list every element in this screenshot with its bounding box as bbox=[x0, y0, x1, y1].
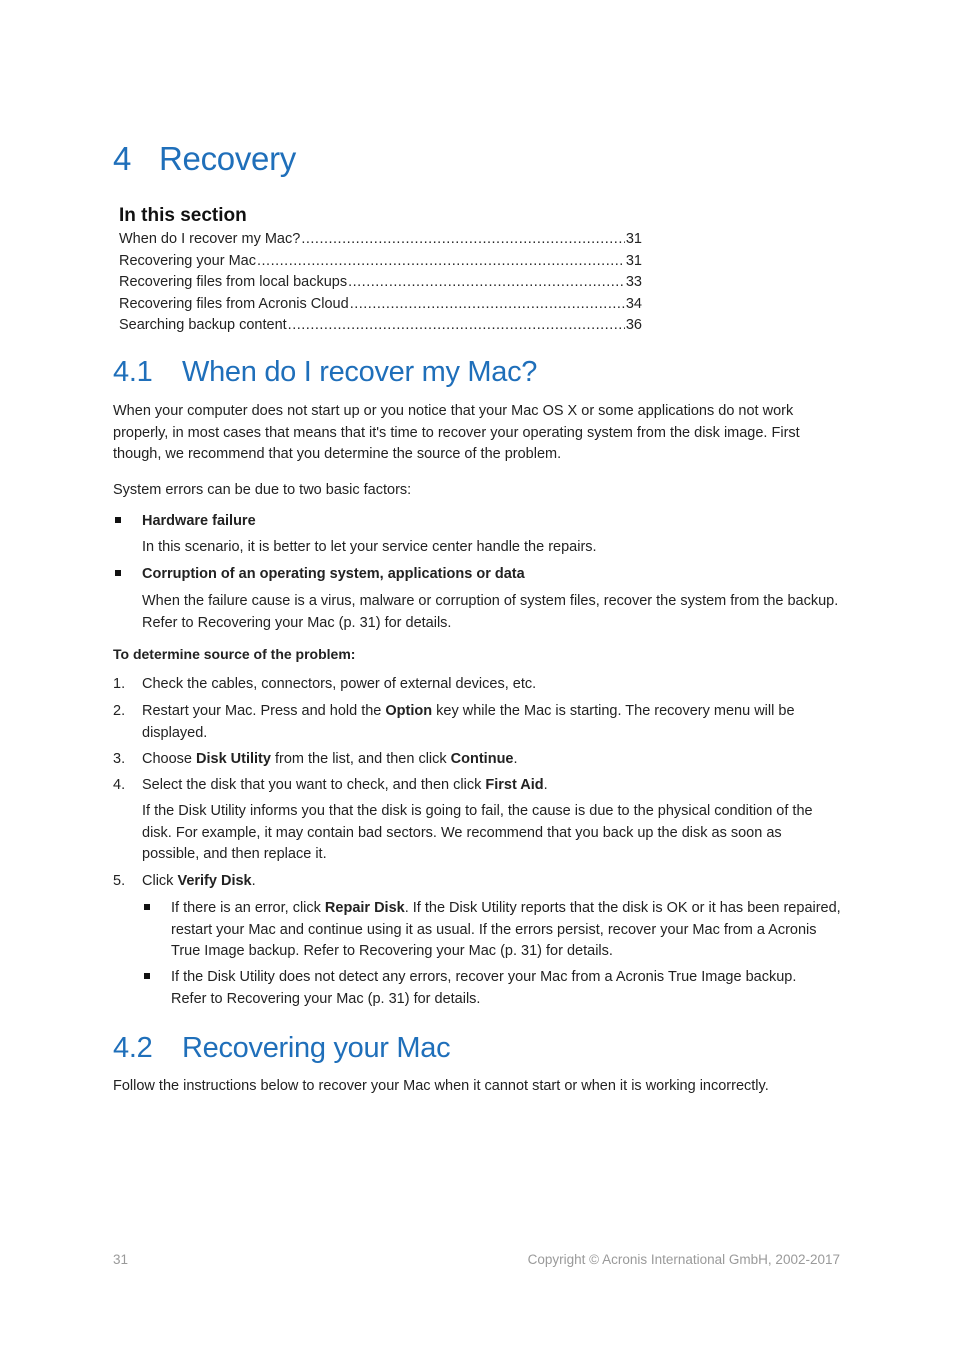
factor1-text: In this scenario, it is better to let your service center handle the repairs. bbox=[142, 539, 597, 555]
toc-item[interactable]: Recovering your Mac ..... 31 bbox=[119, 251, 642, 273]
step-number: 4. bbox=[113, 777, 126, 793]
footer-copyright: Copyright © Acronis International GmbH, 2002-2017 bbox=[527, 1252, 840, 1267]
toc-item[interactable]: Recovering files from Acronis Cloud ..... 34 bbox=[119, 294, 642, 316]
step-3-text: Choose Disk Utility from the list, and then click Continue. bbox=[142, 751, 518, 767]
step-2-text: Restart your Mac. Press and hold the Option key while the Mac is starting. The recovery menu will be displayed. bbox=[142, 703, 795, 741]
section-heading-4-2: 4.2 Recovering your Mac bbox=[113, 1032, 451, 1064]
toc-item[interactable]: Searching backup content ..... 36 bbox=[119, 315, 642, 337]
section2-intro: Follow the instructions below to recover your Mac when it cannot start or when it is working incorrectly. bbox=[113, 1078, 769, 1094]
chapter-title: Recovery bbox=[159, 140, 296, 177]
factor2-text: When the failure cause is a virus, malware or corruption of system files, recover the system from the backup. Refer to Recovering your Mac (p. 31) for details. bbox=[142, 593, 839, 631]
factor1-title: Hardware failure bbox=[142, 513, 256, 529]
section1-intro: When your computer does not start up or you notice that your Mac OS X or some applications do not work properly, in most cases that means that it's time to recover your operating system from the disk image. First though, we recommend that you determine the source of the problem. bbox=[113, 403, 800, 462]
bullet-icon bbox=[144, 973, 150, 979]
step-number: 5. bbox=[113, 873, 126, 889]
toc-item[interactable]: Recovering files from local backups ..... 33 bbox=[119, 272, 642, 294]
step-number: 3. bbox=[113, 751, 126, 767]
step-5-sub-1: If there is an error, click Repair Disk. If the Disk Utility reports that the disk is OK or it has been repaired, restart your Mac and continue using it as usual. If the errors persist, recover your Mac from a Acronis True Image backup. Refer to Recovering your Mac (p. 31) for details. bbox=[171, 900, 841, 959]
toc-item[interactable]: When do I recover my Mac? ..... 31 bbox=[119, 229, 642, 251]
toc-list bbox=[119, 229, 642, 337]
step-4-note: If the Disk Utility informs you that the disk is going to fail, the cause is due to the physical condition of the disk. For example, it may contain bad sectors. We recommend that you back up the disk as soon as possible, and then replace it. bbox=[142, 803, 813, 862]
bullet-icon bbox=[115, 517, 121, 523]
step-5-text: Click Verify Disk. bbox=[142, 873, 256, 889]
factor2-title: Corruption of an operating system, applications or data bbox=[142, 566, 525, 582]
section-heading-4-1: 4.1 When do I recover my Mac? bbox=[113, 356, 538, 388]
step-number: 2. bbox=[113, 703, 126, 719]
step-1-text: Check the cables, connectors, power of external devices, etc. bbox=[142, 676, 537, 692]
procedure-title: To determine source of the problem: bbox=[113, 646, 356, 662]
bullet-icon bbox=[144, 904, 150, 910]
chapter-heading bbox=[113, 140, 296, 178]
chapter-number: 4 bbox=[113, 140, 132, 177]
factors-intro: System errors can be due to two basic factors: bbox=[113, 482, 412, 498]
step-5-sub-2: If the Disk Utility does not detect any errors, recover your Mac from a Acronis True Image backup. Refer to Recovering your Mac (p. 31) for details. bbox=[171, 969, 797, 1007]
step-4-text: Select the disk that you want to check, and then click First Aid. bbox=[142, 777, 548, 793]
footer-page-number: 31 bbox=[113, 1252, 129, 1267]
toc-title: In this section bbox=[119, 205, 247, 226]
bullet-icon bbox=[115, 570, 121, 576]
step-number: 1. bbox=[113, 676, 126, 692]
